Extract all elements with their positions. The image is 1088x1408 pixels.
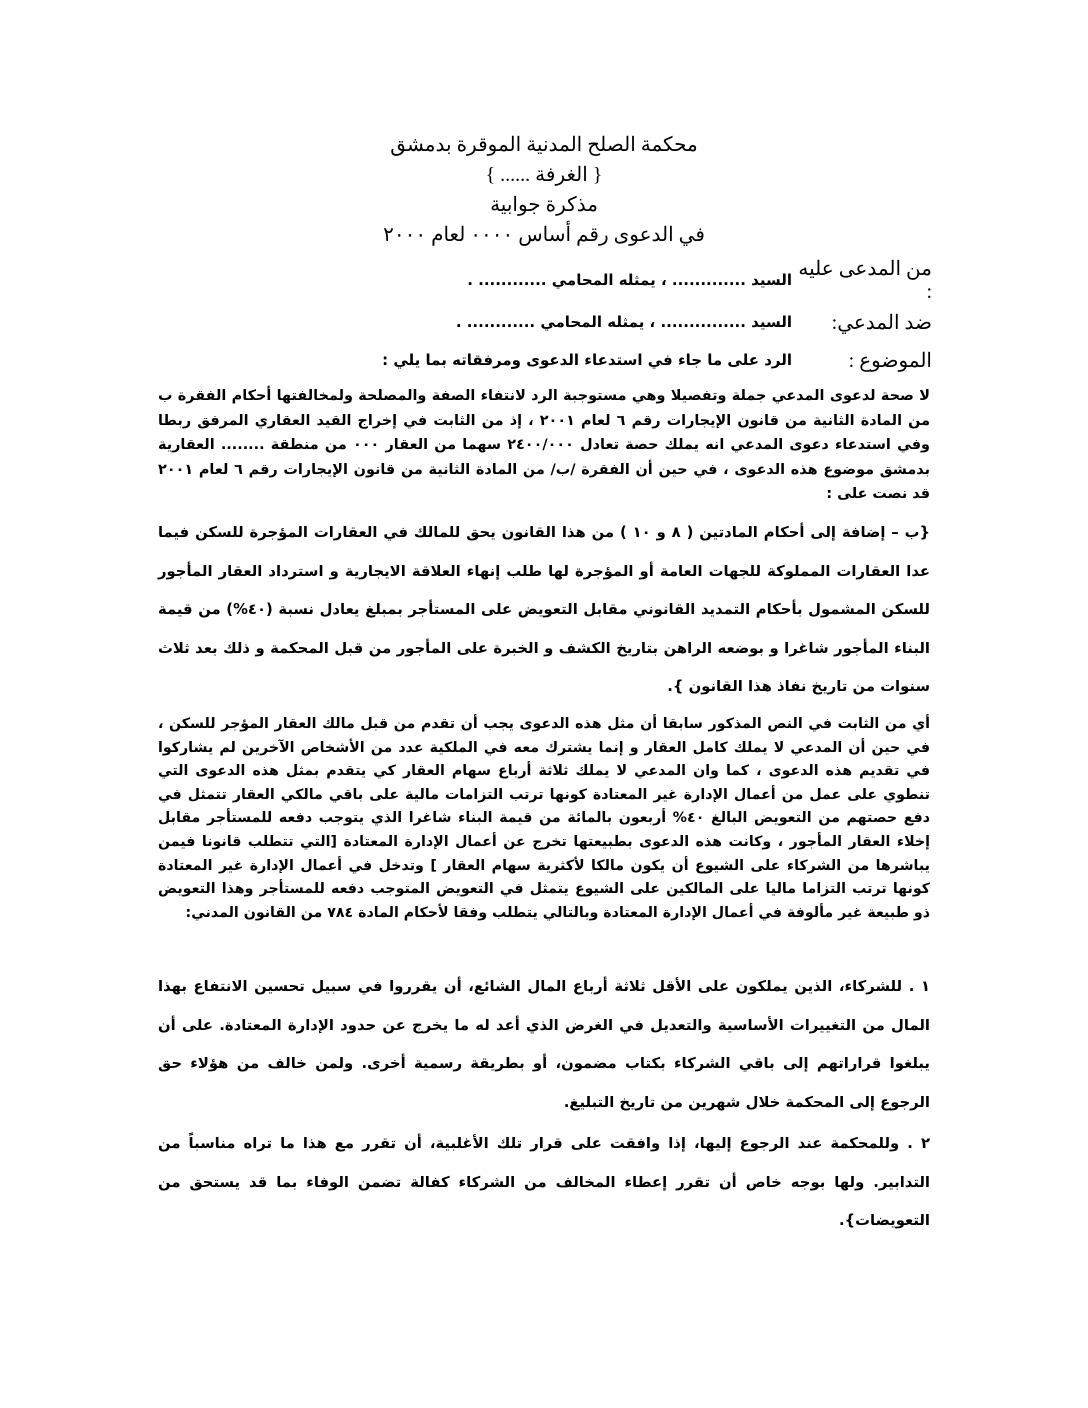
defendant-value: السيد ............. ، يمثله المحامي ............ . — [467, 271, 792, 289]
paragraph-2: أي من الثابت في النص المذكور سابقا أن مثل هذه الدعوى يجب أن تقدم من قبل مالك العقار المؤجر للسكن ، في حين أن المدعي لا يملك كامل العقار و إنما يشترك معه في الملكية عدد من الأشخاص الآخرين لم يشاركوا في تقديم هذه الدعوى ، كما وان المدعي لا يملك ثلاثة أرباع سهام العقار كي يتقدم بمثل هذه الدعوى التي تنطوي على عمل من أعمال الإدارة غير المعتادة كونها ترتب التزامات مالية على باقي مالكي العقار تتمثل في دفع حصتهم من التعويض البالغ ٤٠% أربعون بالمائة من قيمة البناء شاغرا الذي يتوجب دفعه للمستأجر مقابل إخلاء العقار المأجور ، وكانت هذه الدعوى بطبيعتها تخرج عن أعمال الإدارة المعتادة [التي تتطلب قانونا فيمن يباشرها من الشركاء على الشيوع أن يكون مالكا لأكثرية سهام العقار ] وتدخل في أعمال الإدارة غير المعتادة كونها ترتب التزاما ماليا على المالكين على الشيوع يتمثل في التعويض المتوجب دفعه للمستأجر وهذا التعويض ذو طبيعة غير مألوفة في أعمال الإدارة المعتادة وبالتالي يتطلب وفقا لأحكام المادة ٧٨٤ من القانون المدني: — [158, 716, 930, 921]
case-reference: في الدعوى رقم أساس ٠٠٠٠ لعام ٢٠٠٠ — [383, 224, 705, 246]
civil-code-item-1: ١ . للشركاء، الذين يملكون على الأقل ثلاثة أرباع المال الشائع، أن يقرروا في سبيل تحسين الانتفاع بهذا المال من التغييرات الأساسية والتعديل في الغرض الذي أعد له ما يخرج عن حدود الإدارة المعتادة. على أن يبلغوا قراراتهم إلى باقي الشركاء بكتاب مضمون، أو بطريقة رسمية أخرى. ولمن خالف من هؤلاء حق الرجوع إلى المحكمة خلال شهرين من تاريخ التبليغ. — [158, 978, 930, 1111]
defendant-row — [142, 258, 932, 303]
document-type: مذكرة جوابية — [490, 194, 598, 216]
plaintiff-value: السيد ............... ، يمثله المحامي ............ . — [455, 313, 792, 331]
plaintiff-row — [142, 307, 932, 337]
quoted-law-clause: {ب – إضافة إلى أحكام المادتين ( ٨ و ١٠ ) من هذا القانون يحق للمالك في العقارات المؤجرة للسكن فيما عدا العقارات المملوكة للجهات العامة أو المؤجرة لها طلب إنهاء العلاقة الايجارية و استرداد العقار المأجور للسكن المشمول بأحكام التمديد القانوني مقابل التعويض على المستأجر بمبلغ يعادل نسبة (٤٠%) من قيمة البناء المأجور شاغرا و بوضعه الراهن بتاريخ الكشف و الخبرة على المأجور من قبل المحكمة و ذلك بعد ثلاث سنوات من تاريخ نفاذ هذا القانون }. — [158, 524, 930, 695]
paragraph-1: لا صحة لدعوى المدعي جملة وتفصيلا وهي مستوجبة الرد لانتفاء الصفة والمصلحة ولمخالفتها أحكام الفقرة ب من المادة الثانية من قانون الإيجارات رقم ٦ لعام ٢٠٠١ ، إذ من الثابت في إخراج القيد العقاري المرفق ربطا وفي استدعاء دعوى المدعي انه يملك حصة تعادل ٢٤٠٠/٠٠٠ سهما من العقار ٠٠٠ من منطقة ........ العقارية بدمشق موضوع هذه الدعوى ، في حين أن الفقرة /ب/ من المادة الثانية من قانون الإيجارات رقم ٦ لعام ٢٠٠١ قد نصت على : — [158, 388, 931, 503]
civil-code-item-2: ٢ . وللمحكمة عند الرجوع إليها، إذا وافقت على قرار تلك الأغلبية، أن تقرر مع هذا ما تراه مناسباً من التدابير. ولها بوجه خاص أن تقرر إعطاء المخالف من الشركاء كفالة تضمن الوفاء بما قد يستحق من التعويضات}. — [158, 1135, 930, 1229]
document-header — [0, 130, 1088, 250]
plaintiff-label: ضد المدعي: — [831, 311, 932, 334]
chamber-line: { الغرفة ...... } — [485, 164, 603, 186]
court-name: محكمة الصلح المدنية الموقرة بدمشق — [390, 134, 698, 156]
defendant-label: من المدعى عليه : — [798, 258, 932, 303]
subject-value: الرد على ما جاء في استدعاء الدعوى ومرفقاته بما يلي : — [382, 351, 792, 369]
subject-row — [142, 345, 932, 375]
subject-label: الموضوع : — [848, 349, 932, 372]
